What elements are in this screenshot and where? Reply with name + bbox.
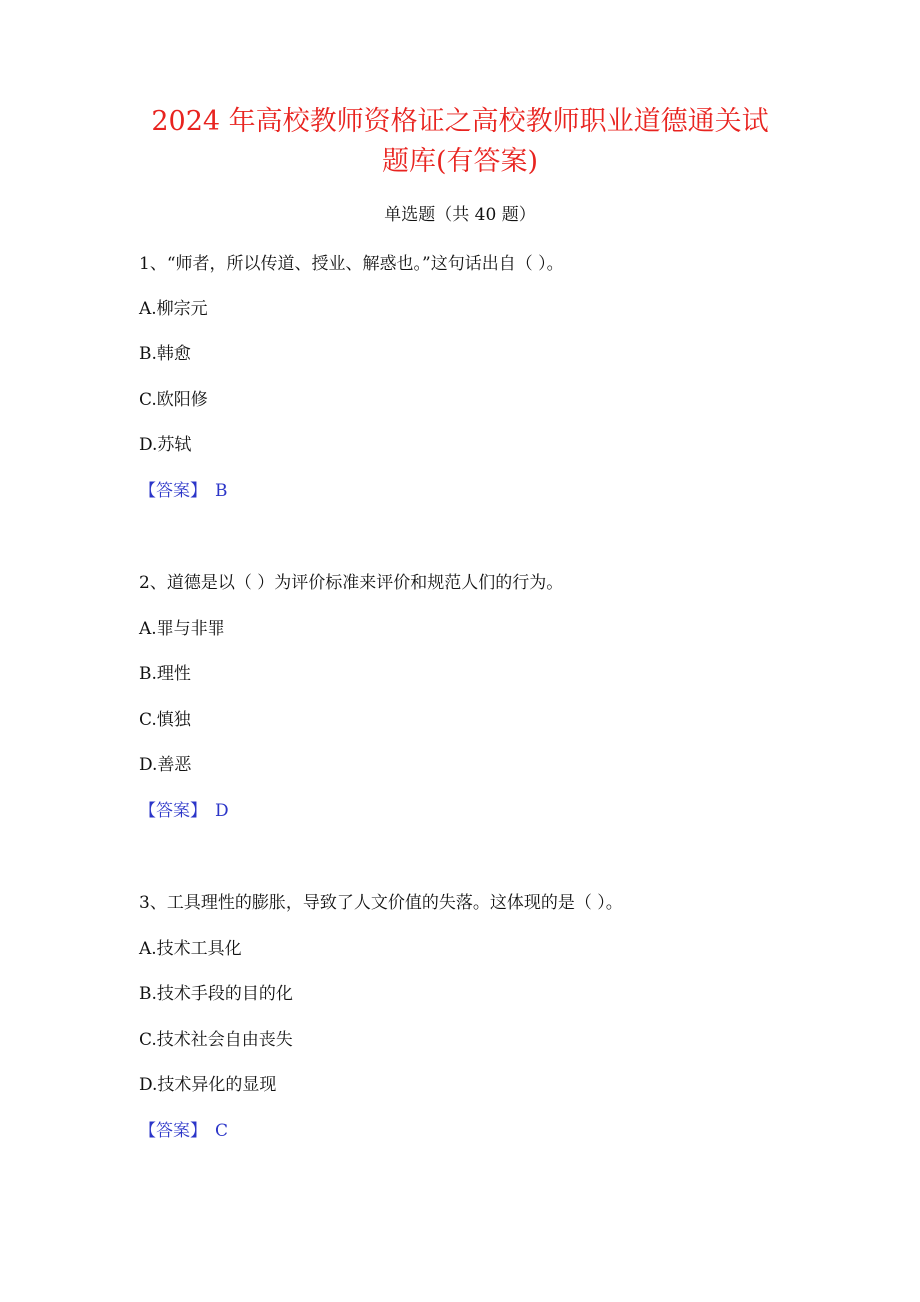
section-title: 单选题（共 40 题） xyxy=(384,205,536,225)
document-title-line-1: 2024 年高校教师资格证之高校教师职业道德通关试 xyxy=(151,106,769,137)
document-title xyxy=(120,102,800,182)
answer-line xyxy=(139,1120,228,1142)
answer-line xyxy=(139,480,228,502)
option-b: B.技术手段的目的化 xyxy=(139,984,293,1004)
option-b: B.韩愈 xyxy=(139,344,191,364)
option-d: D.善恶 xyxy=(139,755,192,775)
option-c: C.慎独 xyxy=(139,710,191,730)
document-title-line-2: 题库(有答案) xyxy=(381,146,539,177)
option-b: B.理性 xyxy=(139,664,191,684)
option-d: D.技术异化的显现 xyxy=(139,1075,277,1095)
option-a: A.罪与非罪 xyxy=(139,619,225,639)
question-stem: 2、道德是以（ ）为评价标准来评价和规范人们的行为。 xyxy=(139,573,564,593)
option-a: A.柳宗元 xyxy=(139,299,208,319)
option-c: C.技术社会自由丧失 xyxy=(139,1030,293,1050)
answer-label: 【答案】 xyxy=(139,1121,207,1141)
option-d: D.苏轼 xyxy=(139,435,192,455)
answer-value: D xyxy=(215,801,229,821)
option-c: C.欧阳修 xyxy=(139,390,208,410)
answer-value: C xyxy=(215,1121,229,1141)
answer-line xyxy=(139,800,229,822)
answer-label: 【答案】 xyxy=(139,481,207,501)
question-stem: 1、“师者，所以传道、授业、解惑也。”这句话出自（ ）。 xyxy=(139,254,564,274)
answer-value: B xyxy=(215,481,228,501)
answer-label: 【答案】 xyxy=(139,801,207,821)
question-stem: 3、工具理性的膨胀，导致了人文价值的失落。这体现的是（ ）。 xyxy=(139,893,623,913)
option-a: A.技术工具化 xyxy=(139,939,242,959)
